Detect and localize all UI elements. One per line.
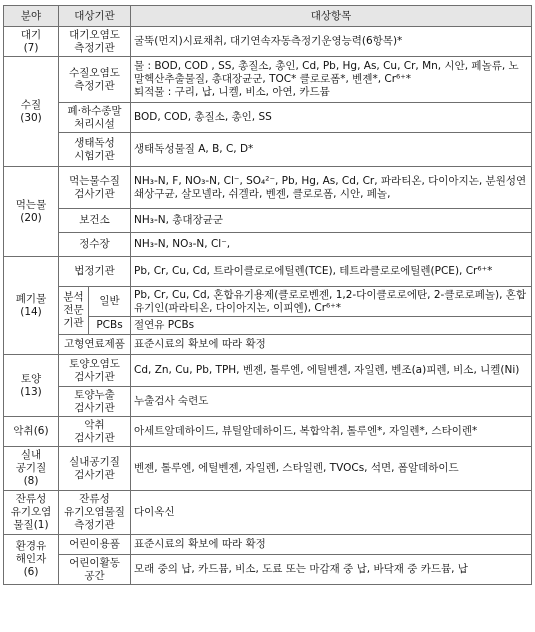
items-cell: 모래 중의 납, 카드뮴, 비소, 도료 또는 마감재 중 납, 바닥재 중 카드뮴, 납 <box>131 555 532 585</box>
items-cell: NH₃-N, F, NO₃-N, Cl⁻, SO₄²⁻, Pb, Hg, As, Cd, Cr, 파라티온, 다이아지논, 분원성연쇄상구균, 살모넬라, 쉬겔라, 벤젠, 클로로폼, 시안, 페놀, <box>131 167 532 209</box>
table-row <box>4 233 532 257</box>
items-cell: Pb, Cr, Cu, Cd, 혼합유기용제(클로로벤젠, 1,2-다이클로로에탄, 2-클로로페놀), 혼합 유기인(파라티온, 다이아지논, 이피엔), Cr⁶⁺* <box>131 287 532 317</box>
items-cell: Pb, Cr, Cu, Cd, 트라이클로로에틸렌(TCE), 테트라클로로에틸렌(PCE), Cr⁶⁺* <box>131 257 532 287</box>
table-row <box>4 447 532 491</box>
header-field: 분야 <box>4 6 59 27</box>
table-row <box>4 103 532 133</box>
items-cell: Cd, Zn, Cu, Pb, TPH, 벤젠, 톨루엔, 에틸벤젠, 자일렌, 벤조(a)피렌, 비소, 니켈(Ni) <box>131 355 532 387</box>
table-row <box>4 287 532 317</box>
field-cell: 폐기물 (14) <box>4 257 59 355</box>
table-row <box>4 133 532 167</box>
field-cell: 토양 (13) <box>4 355 59 417</box>
proficiency-test-table <box>3 5 532 585</box>
agency-cell: 정수장 <box>59 233 131 257</box>
agency-sub-cell: 일반 <box>89 287 131 317</box>
agency-cell: 법정기관 <box>59 257 131 287</box>
agency-cell: 잔류성 유기오염물질 측정기관 <box>59 491 131 535</box>
field-cell: 환경유 해인자 (6) <box>4 535 59 585</box>
table-row <box>4 57 532 103</box>
items-cell: 굴뚝(먼지)시료채취, 대기연속자동측정기운영능력(6항목)* <box>131 27 532 57</box>
items-cell: 물 : BOD, COD , SS, 총질소, 총인, Cd, Pb, Hg, As, Cu, Cr, Mn, 시안, 페놀류, 노말헥산추출물질, 총대장균군, TOC* 클로로폼*, 벤젠*, Cr⁶⁺* 퇴적물 : 구리, 납, 니켈, 비소, 아연, 카드뮴 <box>131 57 532 103</box>
field-cell: 먹는물 (20) <box>4 167 59 257</box>
agency-cell: 고형연료제품 <box>59 335 131 355</box>
items-cell: 아세트알데하이드, 뷰틸알데하이드, 복합악취, 톨루엔*, 자일렌*, 스타이렌* <box>131 417 532 447</box>
table-row <box>4 491 532 535</box>
items-cell: 절연유 PCBs <box>131 317 532 335</box>
header-agency: 대상기관 <box>59 6 131 27</box>
table-row <box>4 355 532 387</box>
field-cell: 대기 (7) <box>4 27 59 57</box>
field-cell: 악취(6) <box>4 417 59 447</box>
field-cell: 실내 공기질 (8) <box>4 447 59 491</box>
items-cell: BOD, COD, 총질소, 총인, SS <box>131 103 532 133</box>
agency-cell: 토양오염도 검사기관 <box>59 355 131 387</box>
agency-cell: 보건소 <box>59 209 131 233</box>
header-items: 대상항목 <box>131 6 532 27</box>
table-row <box>4 209 532 233</box>
agency-cell: 토양누출 검사기관 <box>59 387 131 417</box>
agency-cell: 생태독성 시험기관 <box>59 133 131 167</box>
items-cell: 다이옥신 <box>131 491 532 535</box>
table-header-row <box>4 6 532 27</box>
agency-cell: 대기오염도 측정기관 <box>59 27 131 57</box>
agency-cell: 악취 검사기관 <box>59 417 131 447</box>
field-cell: 수질 (30) <box>4 57 59 167</box>
field-cell: 잔류성 유기오염 물질(1) <box>4 491 59 535</box>
table-row <box>4 27 532 57</box>
items-cell: 표준시료의 확보에 따라 확정 <box>131 335 532 355</box>
items-cell: NH₃-N, NO₃-N, Cl⁻, <box>131 233 532 257</box>
table-row <box>4 417 532 447</box>
items-cell: 표준시료의 확보에 따라 확정 <box>131 535 532 555</box>
table-row <box>4 335 532 355</box>
agency-group-cell: 분석 전문 기관 <box>59 287 89 335</box>
agency-cell: 먹는물수질 검사기관 <box>59 167 131 209</box>
table-row <box>4 167 532 209</box>
items-cell: 벤젠, 톨루엔, 에틸벤젠, 자일렌, 스타일렌, TVOCs, 석면, 폼알데하이드 <box>131 447 532 491</box>
agency-cell: 폐·하수종말 처리시설 <box>59 103 131 133</box>
agency-cell: 실내공기질 검사기관 <box>59 447 131 491</box>
table-row <box>4 555 532 585</box>
items-cell: 생태독성물질 A, B, C, D* <box>131 133 532 167</box>
agency-cell: 어린이용품 <box>59 535 131 555</box>
table-row <box>4 387 532 417</box>
table-row <box>4 535 532 555</box>
agency-cell: 어린이활동 공간 <box>59 555 131 585</box>
agency-sub-cell: PCBs <box>89 317 131 335</box>
table-row <box>4 257 532 287</box>
items-cell: NH₃-N, 총대장균군 <box>131 209 532 233</box>
agency-cell: 수질오염도 측정기관 <box>59 57 131 103</box>
items-cell: 누출검사 숙련도 <box>131 387 532 417</box>
